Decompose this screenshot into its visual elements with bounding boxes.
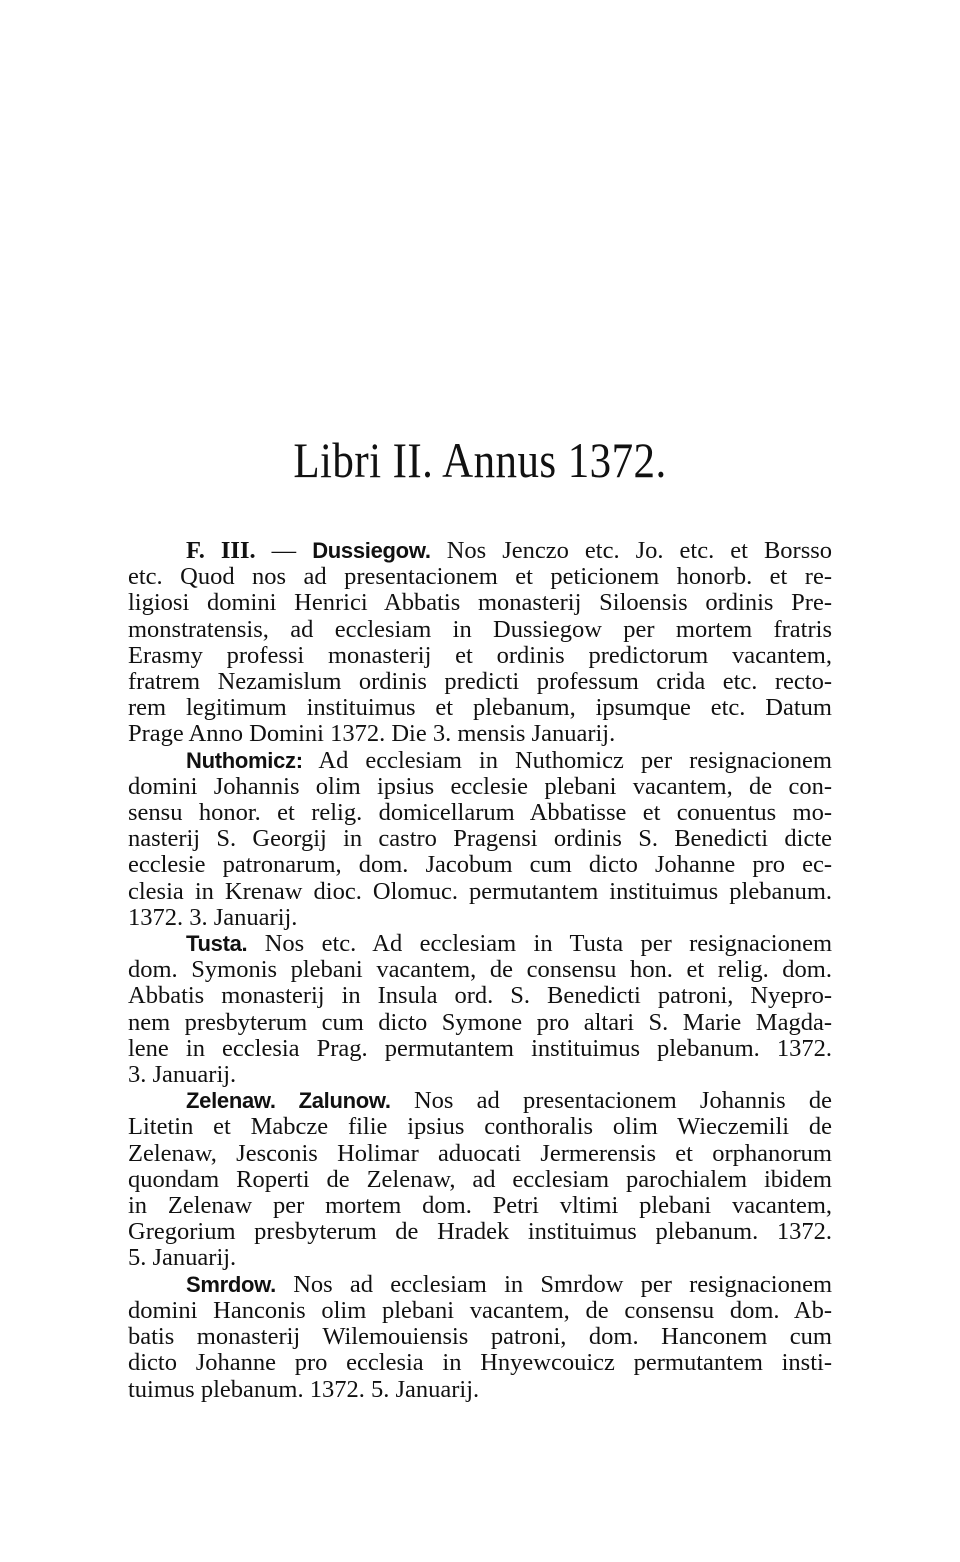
entry-line: rem legitimum instituimus et plebanum, ipsumque etc. Datum bbox=[128, 694, 832, 722]
entry-tusta bbox=[128, 931, 832, 1088]
entry-line: fratrem Nezamislum ordinis predicti professum crida etc. recto- bbox=[128, 668, 832, 696]
entry-heading: Dussiegow. bbox=[312, 538, 431, 563]
folio-siglum: F. III. bbox=[186, 537, 256, 564]
entry-line: monstratensis, ad ecclesiam in Dussiegow per mortem fratris bbox=[128, 615, 832, 643]
entry-line: etc. Quod nos ad presentacionem et peticionem honorb. et re- bbox=[128, 563, 832, 591]
entry-line: Erasmy professi monasterij et ordinis predictorum vacantem, bbox=[128, 641, 832, 669]
entry-zelenaw bbox=[128, 1088, 832, 1271]
entry-line: batis monasterij Wilemouiensis patroni, dom. Hanconem cum bbox=[128, 1323, 832, 1351]
entry-first-line bbox=[128, 1272, 832, 1298]
entry-line: 5. Januarij. bbox=[128, 1244, 237, 1272]
entry-first-line bbox=[128, 748, 832, 774]
entry-line: nem presbyterum cum dicto Symone pro altari S. Marie Magda- bbox=[128, 1008, 832, 1036]
entry-line: dicto Johanne pro ecclesia in Hnyewcouicz permutantem insti- bbox=[128, 1349, 832, 1377]
page-title: Libri II. Annus 1372. bbox=[293, 432, 667, 488]
entry-line: ligiosi domini Henrici Abbatis monasterij Siloensis ordinis Pre- bbox=[128, 589, 832, 617]
entry-line: 1372. 3. Januarij. bbox=[128, 903, 298, 931]
entry-heading: Nuthomicz: bbox=[186, 747, 303, 773]
entry-line: domini Johannis olim ipsius ecclesie plebani vacantem, de con- bbox=[128, 772, 832, 800]
entry-line: domini Hanconis olim plebani vacantem, de consensu dom. Ab- bbox=[128, 1296, 832, 1324]
entry-nuthomicz bbox=[128, 748, 832, 931]
dash: — bbox=[271, 537, 297, 564]
entry-line: sensu honor. et relig. domicellarum Abbatisse et conuentus mo- bbox=[128, 799, 832, 827]
entry-line-text: Nos etc. Ad ecclesiam in Tusta per resignacionem bbox=[264, 930, 832, 958]
entry-line: clesia in Krenaw dioc. Olomuc. permutantem instituimus plebanum. bbox=[128, 877, 832, 905]
entry-line: Zelenaw, Jesconis Holimar aduocati Jermerensis et orphanorum bbox=[128, 1139, 832, 1167]
entry-line: quondam Roperti de Zelenaw, ad ecclesiam parochialem ibidem bbox=[128, 1165, 832, 1193]
entry-line: in Zelenaw per mortem dom. Petri vltimi plebani vacantem, bbox=[128, 1192, 832, 1220]
entry-line: Gregorium presbyterum de Hradek instituimus plebanum. 1372. bbox=[128, 1218, 832, 1246]
entry-line: 3. Januarij. bbox=[128, 1061, 237, 1089]
entry-smrdow bbox=[128, 1272, 832, 1403]
entry-heading: Zelenaw. Zalunow. bbox=[186, 1088, 391, 1114]
entry-dussiegow bbox=[128, 538, 832, 748]
entry-line: lene in ecclesia Prag. permutantem instituimus plebanum. 1372. bbox=[128, 1034, 832, 1062]
entry-line-text: Nos ad presentacionem Johannis de bbox=[413, 1087, 832, 1115]
text-body bbox=[128, 538, 832, 1403]
entry-first-line bbox=[128, 538, 832, 564]
entry-line-text: Nos ad ecclesiam in Smrdow per resignacionem bbox=[293, 1270, 832, 1298]
entry-first-line bbox=[128, 931, 832, 957]
entry-line-text: Nos Jenczo etc. Jo. etc. et Borsso bbox=[446, 537, 833, 564]
entry-line: Abbatis monasterij in Insula ord. S. Benedicti patroni, Nyepro- bbox=[128, 982, 832, 1010]
entry-line-text: Ad ecclesiam in Nuthomicz per resignacionem bbox=[318, 746, 832, 774]
entry-first-line bbox=[128, 1088, 832, 1114]
entry-line: tuimus plebanum. 1372. 5. Januarij. bbox=[128, 1375, 480, 1403]
entry-line: dom. Symonis plebani vacantem, de consensu hon. et relig. dom. bbox=[128, 956, 832, 984]
entry-heading: Smrdow. bbox=[186, 1271, 276, 1297]
entry-line: Prage Anno Domini 1372. Die 3. mensis Januarij. bbox=[128, 720, 616, 748]
entry-line: nasterij S. Georgij in castro Pragensi ordinis S. Benedicti dicte bbox=[128, 825, 832, 853]
entry-line: Litetin et Mabcze filie ipsius conthoralis olim Wieczemili de bbox=[128, 1113, 832, 1141]
entry-line: ecclesie patronarum, dom. Jacobum cum dicto Johanne pro ec- bbox=[128, 851, 832, 879]
entry-heading: Tusta. bbox=[186, 931, 248, 957]
